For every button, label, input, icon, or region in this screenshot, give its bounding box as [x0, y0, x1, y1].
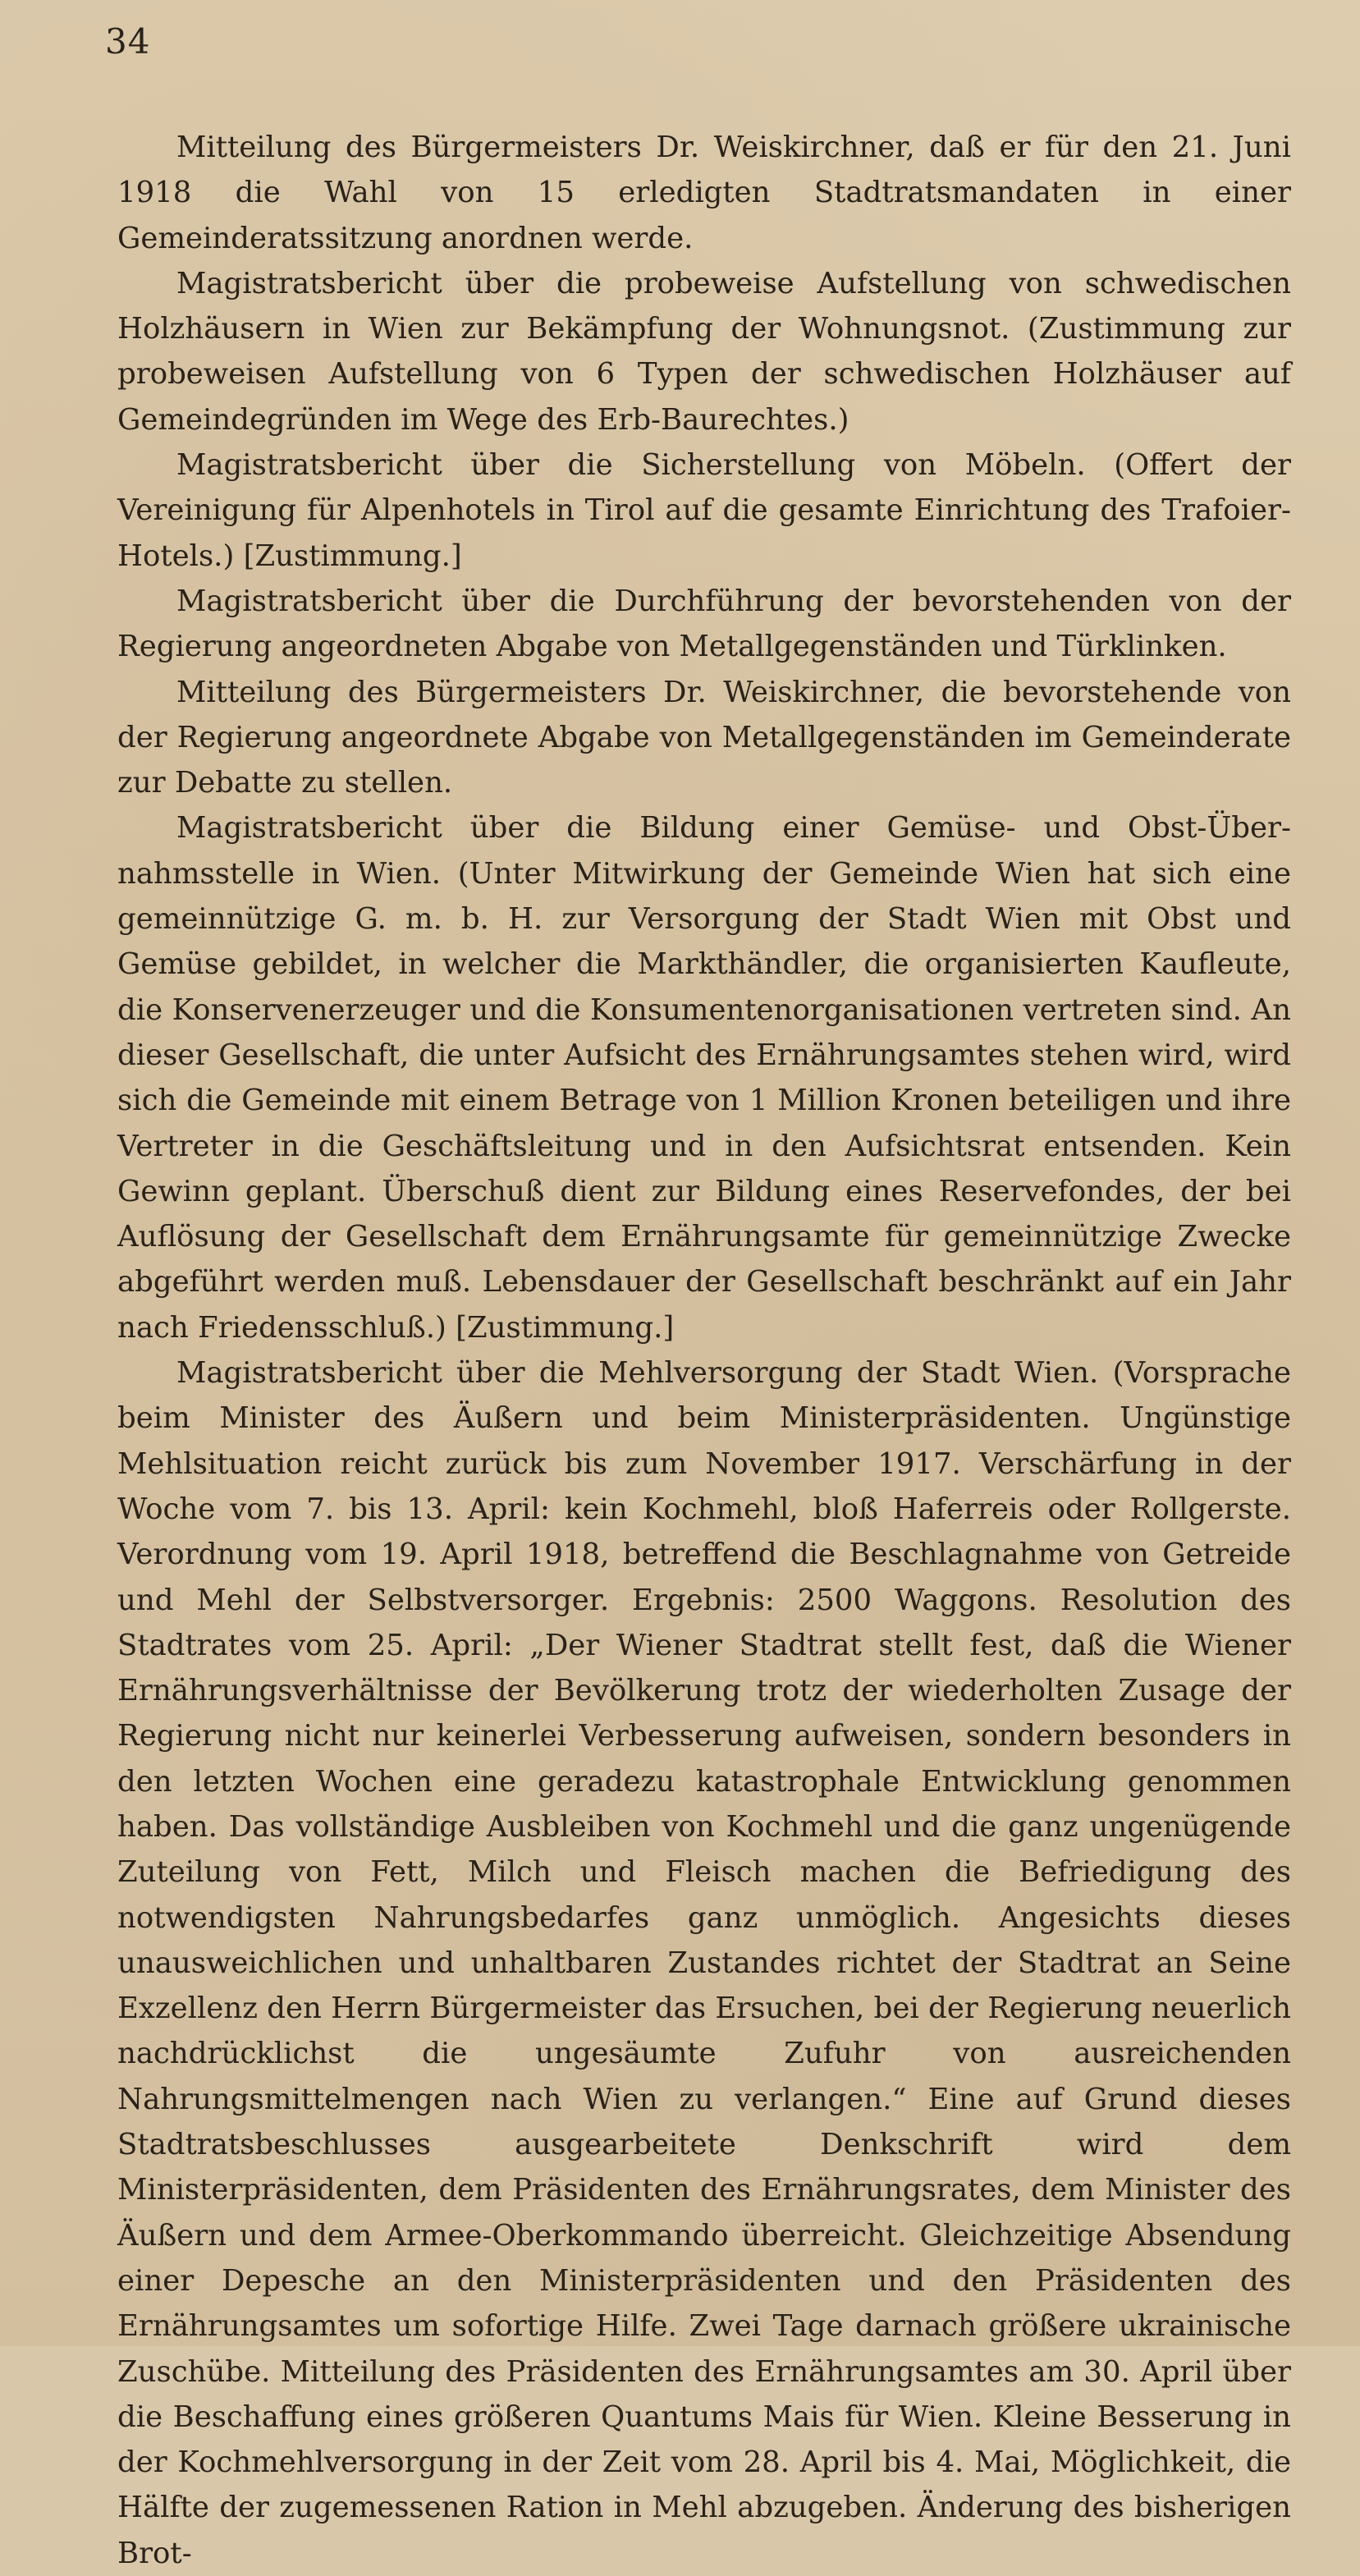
paragraph: Magistratsbericht über die probeweise Aufstellung von schwedischen Holzhäusern in Wien zur Bekämpfung der Wohnungsnot. (Zustimmung zur probeweisen Aufstellung von 6 Typen der schwedischen Holzhäuser auf Gemeindegründen im Wege des Erb-Baurechtes.) [117, 266, 1291, 437]
paragraph: Magistratsbericht über die Sicherstellung von Möbeln. (Offert der Vereinigung für Alpenhotels in Tirol auf die gesamte Einrichtung des Trafoier-Hotels.) [Zustimmung.] [117, 448, 1291, 573]
paragraph: Mitteilung des Bürgermeisters Dr. Weiskirchner, daß er für den 21. Juni 1918 die Wahl von 15 erledigten Stadtratsmandaten in einer Gemeinderatssitzung anordnen werde. [117, 131, 1291, 255]
paragraph: Magistratsbericht über die Durchführung der bevorstehenden von der Regierung angeordneten Abgabe von Metallgegenständen und Türklinken. [117, 584, 1291, 664]
paragraph: Mitteilung des Bürgermeisters Dr. Weiskirchner, die bevorstehende von der Regierung angeordnete Abgabe von Metallgegenständen im Gemeinderate zur Debatte zu stellen. [117, 675, 1291, 800]
paragraph: Magistratsbericht über die Mehlversorgung der Stadt Wien. (Vorsprache beim Minister des Äußern und beim Ministerpräsidenten. Ungünstige Mehlsituation reicht zurück bis zum November 1917. Verschärfung in der Woche vom 7. bis 13. April: kein Kochmehl, bloß Haferreis oder Rollgerste. Verordnung vom 19. April 1918, betreffend die Beschlagnahme von Getreide und Mehl der Selbstversorger. Ergebnis: 2500 Waggons. Resolution des Stadtrates vom 25. April: „Der Wiener Stadtrat stellt fest, daß die Wiener Ernährungsverhältnisse der Bevölkerung trotz der wiederholten Zusage der Regierung nicht nur keinerlei Verbesserung aufweisen, sondern besonders in den letzten Wochen eine geradezu katastrophale Entwicklung genommen haben. Das vollständige Ausbleiben von Kochmehl und die ganz ungenügende Zuteilung von Fett, Milch und Fleisch machen die Befriedigung des notwendigsten Nahrungsbedarfes ganz unmöglich. Angesichts dieses unausweichlichen und unhaltbaren Zustandes richtet der Stadtrat an Seine Exzellenz den Herrn Bürgermeister das Ersuchen, bei der Regierung neuerlich nachdrücklichst die ungesäumte Zufuhr von ausreichenden Nahrungsmittelmengen nach Wien zu verlangen.“ Eine auf Grund dieses Stadtratsbeschlusses ausgearbeitete Denkschrift wird dem Ministerpräsidenten, dem Präsidenten des Ernährungsrates, dem Minister des Äußern und dem Armee-Oberkommando überreicht. Gleichzeitige Absendung einer Depesche an den Ministerpräsidenten und den Präsidenten des Ernährungsamtes um sofortige Hilfe. Zwei Tage darnach größere ukrainische Zuschübe. Mitteilung des Präsidenten des Ernährungsamtes am 30. April über die Beschaffung eines größeren Quantums Mais für Wien. Kleine Besserung in der Kochmehlversorgung in der Zeit vom 28. April bis 4. Mai, Möglichkeit, die Hälfte der zugemessenen Ration in Mehl abzugeben. Änderung des bisherigen Brot- [117, 1356, 1291, 2570]
body-text [117, 125, 1291, 2576]
page-number: 34 [105, 21, 151, 62]
paragraph: Magistratsbericht über die Bildung einer Gemüse- und Obst-Übernahmsstelle in Wien. (Unter Mitwirkung der Gemeinde Wien hat sich eine gemeinnützige G. m. b. H. zur Versorgung der Stadt Wien mit Obst und Gemüse gebildet, in welcher die Markthändler, die organisierten Kaufleute, die Konservenerzeuger und die Konsumentenorganisationen vertreten sind. An dieser Gesellschaft, die unter Aufsicht des Ernährungsamtes stehen wird, wird sich die Gemeinde mit einem Betrage von 1 Million Kronen beteiligen und ihre Vertreter in die Geschäftsleitung und in den Aufsichtsrat entsenden. Kein Gewinn geplant. Überschuß dient zur Bildung eines Reservefondes, der bei Auflösung der Gesellschaft dem Ernährungsamte für gemeinnützige Zwecke abgeführt werden muß. Lebensdauer der Gesellschaft beschränkt auf ein Jahr nach Friedensschluß.) [Zustimmung.] [117, 811, 1291, 1345]
